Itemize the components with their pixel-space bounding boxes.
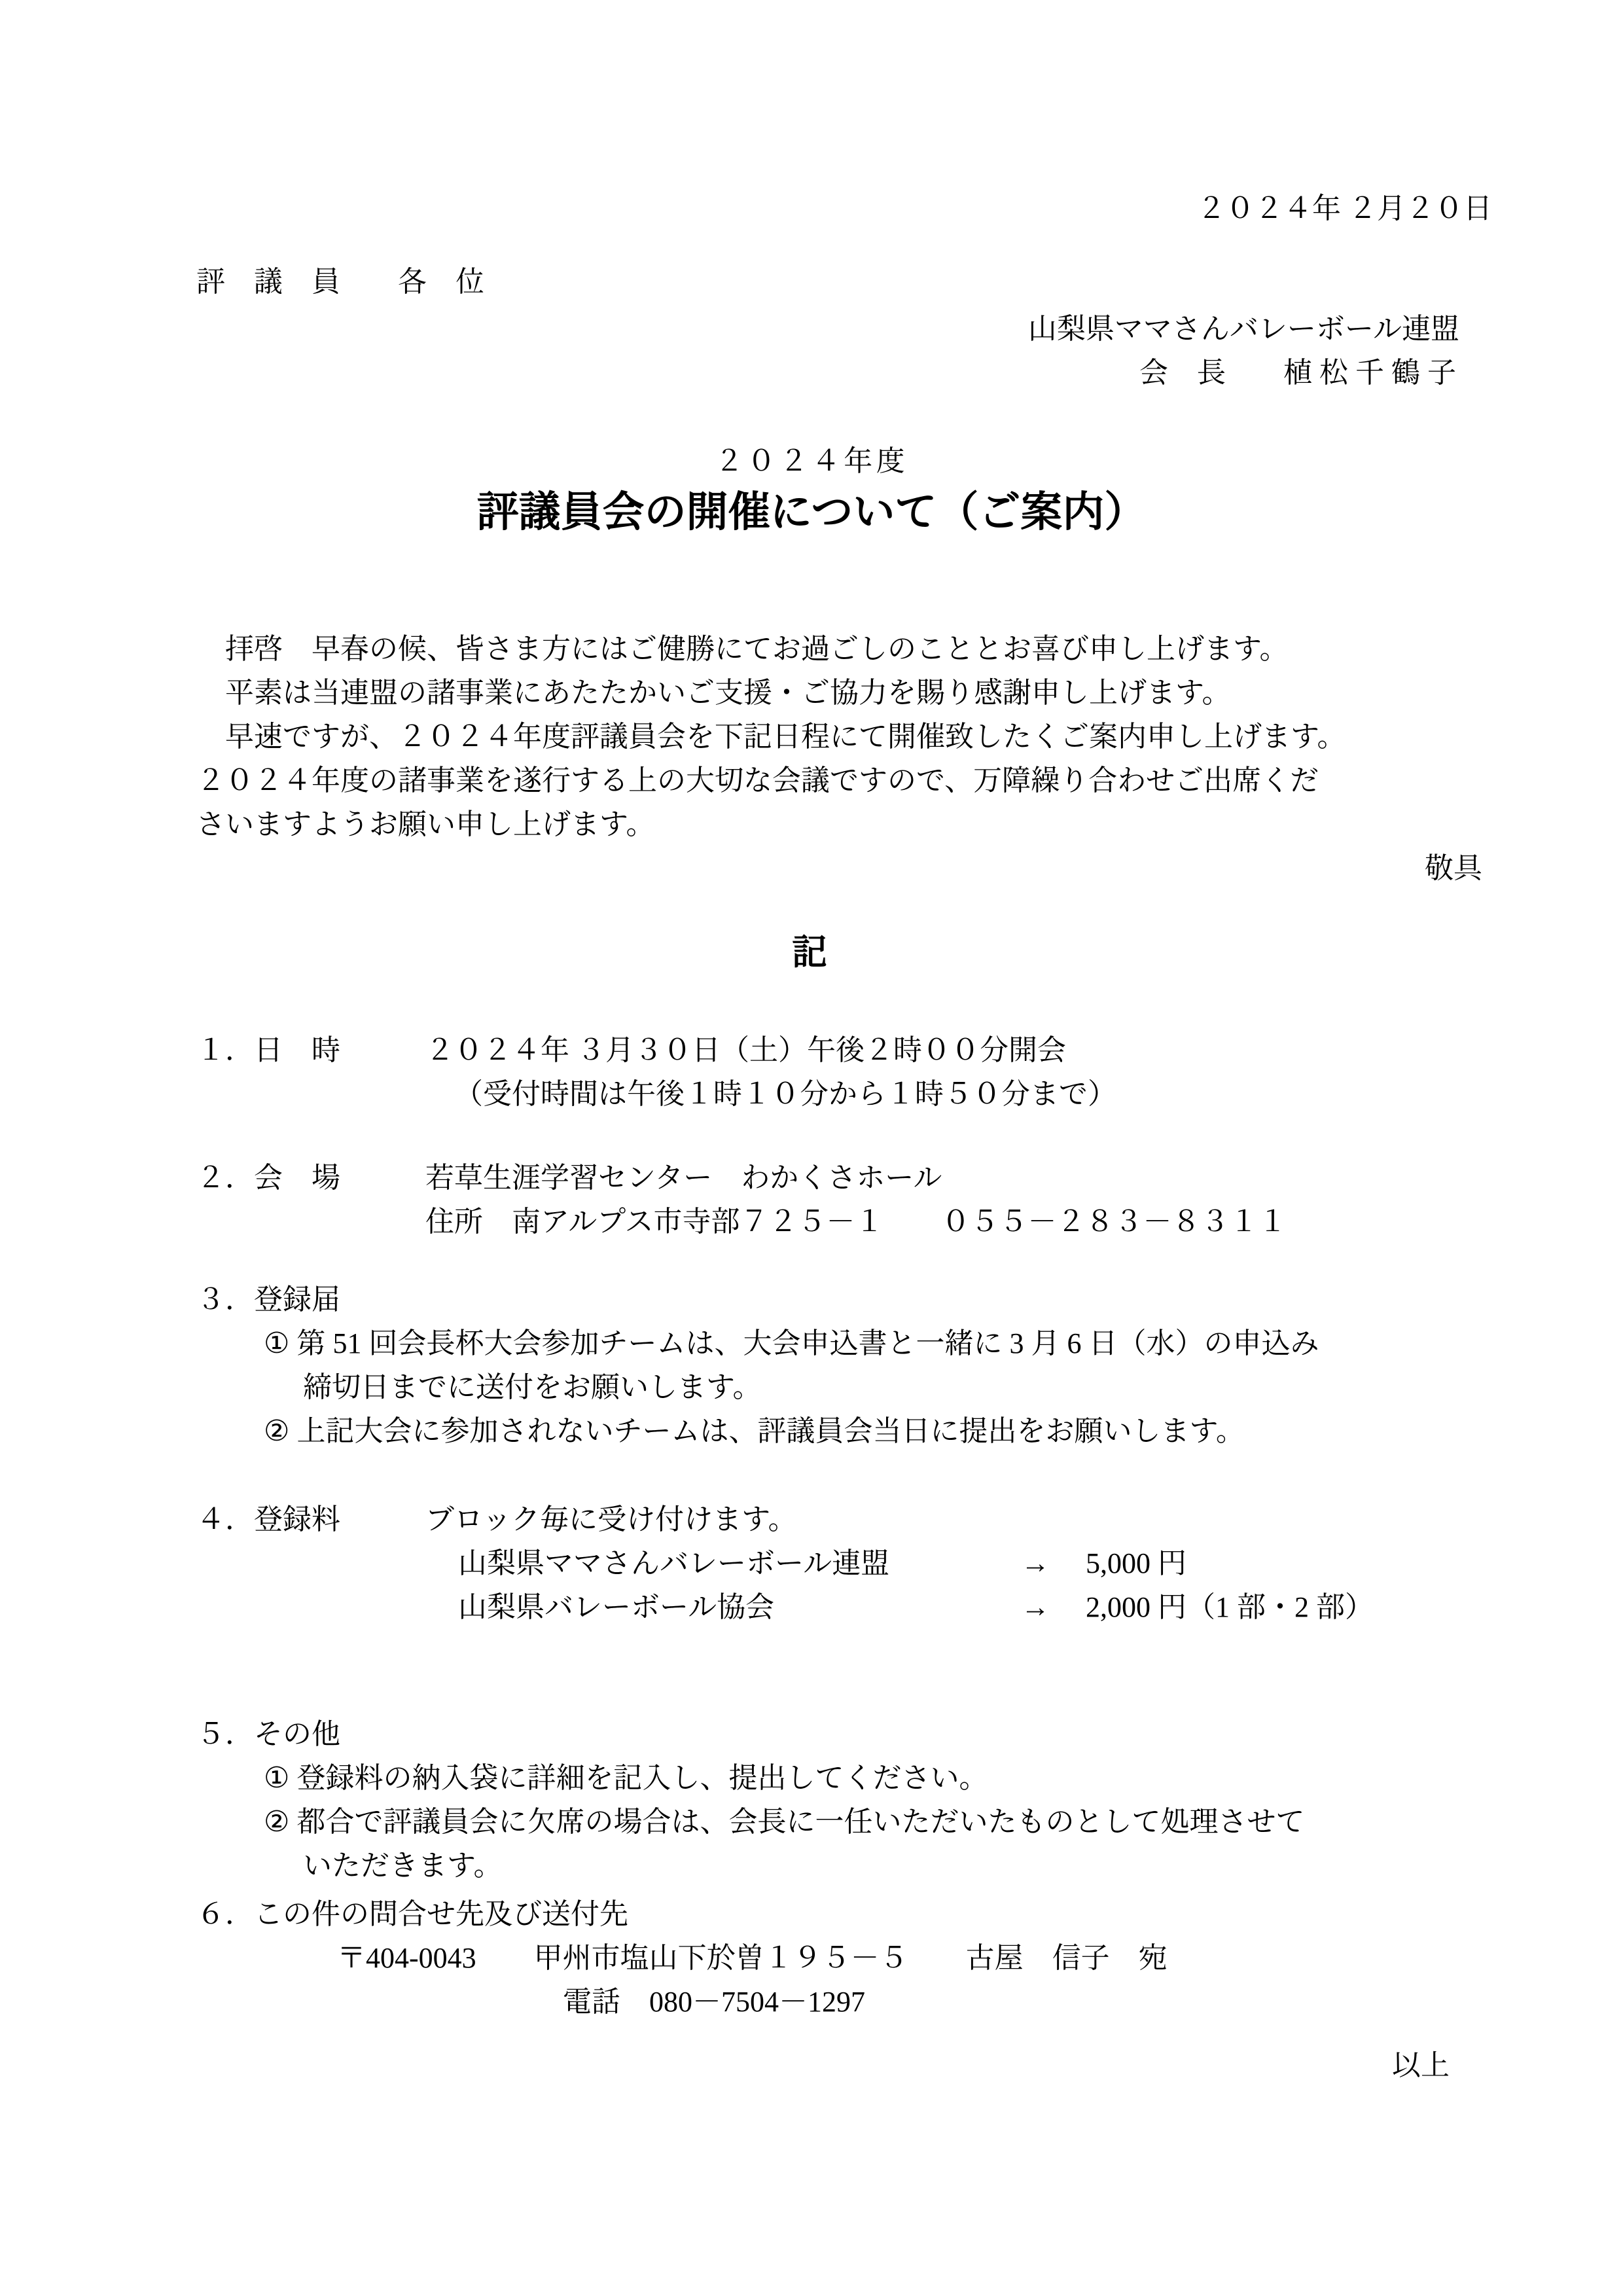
greeting-line: 拝啓 早春の候、皆さま方にはご健勝にてお過ごしのこととお喜び申し上げます。 (196, 633, 1289, 665)
section-datetime-label: １．日 時 (196, 1034, 340, 1066)
section-fee-value: ブロック毎に受け付けます。 (425, 1503, 797, 1535)
section-datetime (196, 1028, 1623, 1116)
registration-item-1-cont: 締切日までに送付をお願いします。 (303, 1371, 762, 1403)
fee-price: 2,000 円（1 部・2 部） (1086, 1591, 1374, 1623)
section-fee (196, 1498, 1623, 1629)
contact-address: 〒404-0043 甲州市塩山下於曽１９５－５ 古屋 信子 宛 (337, 1942, 1168, 1974)
section-datetime-value: ２０２４年 ３月３０日（土）午後２時００分開会 (425, 1034, 1066, 1066)
registration-item-2: ② 上記大会に参加されないチームは、評議員会当日に提出をお願いします。 (264, 1415, 1245, 1447)
sender-org: 山梨県ママさんバレーボール連盟 (1027, 313, 1459, 345)
section-venue (196, 1156, 1623, 1244)
greeting-line: ２０２４年度の諸事業を遂行する上の大切な会議ですので、万障繰り合わせご出席くだ (196, 764, 1319, 797)
contact-phone: 電話 080－7504－1297 (563, 1986, 865, 2018)
fee-price: 5,000 円 (1086, 1547, 1186, 1579)
greeting-line: 平素は当連盟の諸事業にあたたかいご支援・ご協力を賜り感謝申し上げます。 (196, 677, 1231, 709)
section-registration-label: ３．登録届 (196, 1283, 340, 1316)
greeting-paragraph (196, 627, 1623, 846)
fiscal-year: ２０２４年度 (715, 445, 908, 477)
greeting-line: さいますようお願い申し上げます。 (196, 808, 655, 840)
greeting-line: 早速ですが、２０２４年度評議員会を下記日程にて開催致したくご案内申し上げます。 (196, 721, 1346, 753)
other-item-2-cont: いただきます。 (303, 1850, 503, 1882)
section-contact (196, 1892, 1623, 2024)
fee-org-name: 山梨県ママさんバレーボール連盟 (458, 1547, 890, 1579)
section-other (196, 1712, 1623, 1888)
section-datetime-reception: （受付時間は午後１時１０分から１時５０分まで） (454, 1078, 1116, 1110)
arrow-right-icon: → (1021, 1547, 1050, 1579)
registration-item-1: ① 第 51 回会長杯大会参加チームは、大会申込書と一緒に 3 月 6 日（水）の申込み (264, 1327, 1319, 1359)
record-marker: 記 (792, 933, 831, 972)
document-date: ２０２４年 ２月２０日 (1197, 192, 1492, 224)
section-registration (196, 1278, 1623, 1453)
fee-org-name: 山梨県バレーボール協会 (458, 1591, 775, 1623)
section-other-label: ５．その他 (196, 1718, 340, 1750)
recipient: 評 議 員 各 位 (196, 266, 484, 298)
section-venue-value: 若草生涯学習センター わかくさホール (425, 1162, 942, 1194)
fee-row (458, 1585, 1623, 1629)
section-venue-label: ２．会 場 (196, 1162, 340, 1194)
closing-ijou: 以上 (1392, 2049, 1450, 2081)
arrow-right-icon: → (1021, 1591, 1050, 1623)
section-contact-label: ６．この件の問合せ先及び送付先 (196, 1898, 628, 1930)
section-venue-address: 住所 南アルプス市寺部７２５－１ ０５５－２８３－８３１１ (425, 1206, 1287, 1238)
fee-row (458, 1541, 1623, 1585)
other-item-2: ② 都合で評議員会に欠席の場合は、会長に一任いただいたものとして処理させて (264, 1806, 1305, 1838)
document-title: 評議員会の開催について（ご案内） (476, 489, 1147, 535)
closing-keigu: 敬具 (1425, 852, 1482, 884)
other-item-1: ① 登録料の納入袋に詳細を記入し、提出してください。 (264, 1762, 988, 1794)
section-fee-label: ４．登録料 (196, 1503, 340, 1535)
sender-president: 会 長 植 松 千 鶴 子 (1139, 357, 1456, 389)
